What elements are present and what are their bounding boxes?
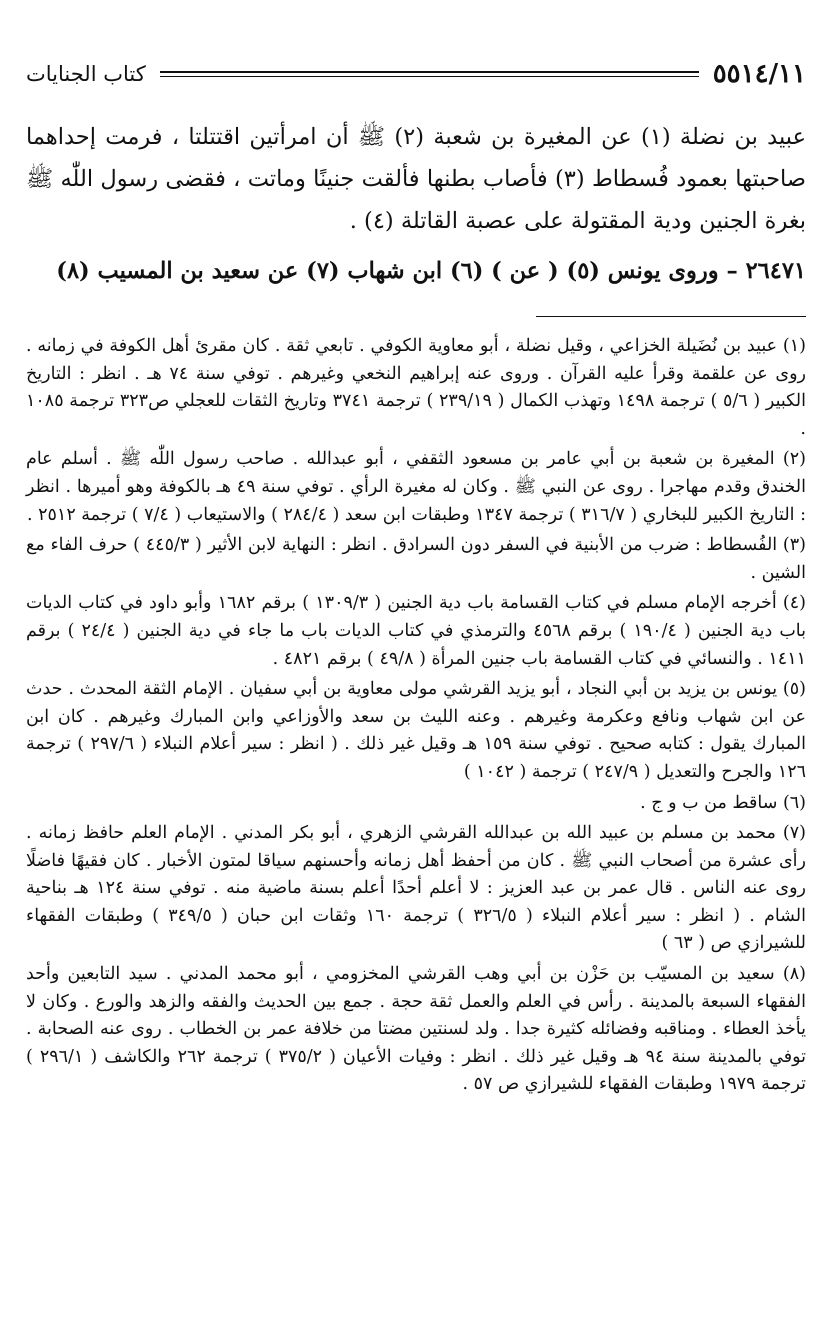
- header-divider: [160, 71, 699, 77]
- footnote-divider: [536, 316, 806, 317]
- hadith-number-paragraph: ٢٦٤٧١ – وروى يونس (٥) ( عن ) (٦) ابن شهاب (٧) عن سعيد بن المسيب (٨): [56, 258, 806, 284]
- footnote-1: (١) عبيد بن نُضَيلة الخزاعي ، وقيل نضلة ، أبو معاوية الكوفي . تابعي ثقة . كان مقرئ أهل الكوفة في زمانه . روى عن علقمة وقرأ عليه القرآن . وروى عنه إبراهيم النخعي وغيرهم . توفي سنة ٧٤ هـ . انظر : التاريخ الكبير ( ٥/٦ ) ترجمة ١٤٩٨ وتهذب الكمال ( ٢٣٩/١٩ ) ترجمة ٣٧٤١ وتاريخ الثقات للعجلي ص٣٢٣ ترجمة ١٠٨٥ .: [26, 336, 806, 439]
- page-number: ٥٥١٤/١١: [712, 59, 806, 89]
- book-title: كتاب الجنايات: [26, 62, 146, 86]
- footnote-6: (٦) ساقط من ب و ج .: [640, 792, 806, 813]
- footnote-2: (٢) المغيرة بن شعبة بن أبي عامر بن مسعود الثقفي ، أبو عبدالله . صاحب رسول اللّٰه ﷺ . أسلم عام الخندق وقدم مهاجرا . روى عن النبي ﷺ . وكان له مغيرة الرأي . توفي سنة ٤٩ هـ بالكوفة وهو أميرها . انظر : التاريخ الكبير للبخاري ( ٣١٦/٧ ) ترجمة ١٣٤٧ وطبقات ابن سعد ( ٢٨٤/٤ ) والاستيعاب ( ٧/٤ ) ترجمة ٢٥١٢ .: [26, 449, 806, 525]
- footnote-3: (٣) الفُسطاط : ضرب من الأبنية في السفر دون السرادق . انظر : النهاية لابن الأثير ( ٤٤٥/٣ ) حرف الفاء مع الشين .: [26, 535, 806, 583]
- page-header: [26, 56, 806, 92]
- hadith-text-paragraph: عبيد بن نضلة (١) عن المغيرة بن شعبة (٢) ﷺ أن امرأتين اقتتلتا ، فرمت إحداهما صاحبتها بعمود فُسطاط (٣) فأصاب بطنها فألقت جنينًا وماتت ، فقضى رسول اللّٰه ﷺ بغرة الجنين ودية المقتولة على عصبة القاتلة (٤) .: [26, 124, 806, 234]
- footnote-7: (٧) محمد بن مسلم بن عبيد الله بن عبدالله القرشي الزهري ، أبو بكر المدني . الإمام العلم حافظ زمانه . رأى عشرة من أصحاب النبي ﷺ . كان من أحفظ أهل زمانه وأحسنهم سياقا لمتون الأخبار . كان فقيهًا فاضلًا روى عنه الناس . قال عمر بن عبد العزيز : لا أعلم أحدًا أعلم بسنة ماضية منه . توفي سنة ١٢٤ هـ بناحية الشام . ( انظر : سير أعلام النبلاء ( ٣٢٦/٥ ) ترجمة ١٦٠ وثقات ابن حبان ( ٣٤٩/٥ ) وطبقات الفقهاء للشيرازي ص ( ٦٣ ): [26, 823, 806, 954]
- footnote-5: (٥) يونس بن يزيد بن أبي النجاد ، أبو يزيد القرشي مولى معاوية بن أبي سفيان . الإمام الثقة المحدث . حدث عن ابن شهاب ونافع وعكرمة وغيرهم . وعنه الليث بن سعد والأوزاعي وابن المبارك وغيرهم . كان ابن المبارك يقول : كتابه صحيح . توفي سنة ١٥٩ هـ وقيل غير ذلك . ( انظر : سير أعلام النبلاء ( ٢٩٧/٦ ) ترجمة ١٢٦ والجرح والتعديل ( ٢٤٧/٩ ) ترجمة ( ١٠٤٢ ): [26, 679, 807, 782]
- main-text: [26, 116, 806, 292]
- footnote-4: (٤) أخرجه الإمام مسلم في كتاب القسامة باب دية الجنين ( ١٣٠٩/٣ ) برقم ١٦٨٢ وأبو داود في كتاب الديات باب دية الجنين ( ١٩٠/٤ ) برقم ٤٥٦٨ والترمذي في كتاب الديات باب ما جاء في دية الجنين ( ٢٤/٤ ) برقم ١٤١١ . والنسائي في كتاب القسامة باب جنين المرأة ( ٤٩/٨ ) برقم ٤٨٢١ .: [26, 593, 806, 669]
- footnote-8: (٨) سعيد بن المسيّب بن حَزْن بن أبي وهب القرشي المخزومي ، أبو محمد المدني . سيد التابعين وأحد الفقهاء السبعة بالمدينة . رأس في العلم والعمل ثقة حجة . جمع بين الحديث والفقه والزهد والورع . وكان لا يأخذ العطاء . ومناقبه وفضائله كثيرة جدا . ولد لسنتين مضتا من خلافة عمر بن الخطاب . روى عنه الصحابة . توفي بالمدينة سنة ٩٤ هـ وقيل غير ذلك . انظر : وفيات الأعيان ( ٣٧٥/٢ ) ترجمة ٢٦٢ والكاشف ( ٢٩٦/١ ) ترجمة ١٩٧٩ وطبقات الفقهاء للشيرازي ص ٥٧ .: [26, 964, 807, 1095]
- footnotes: [26, 333, 806, 1099]
